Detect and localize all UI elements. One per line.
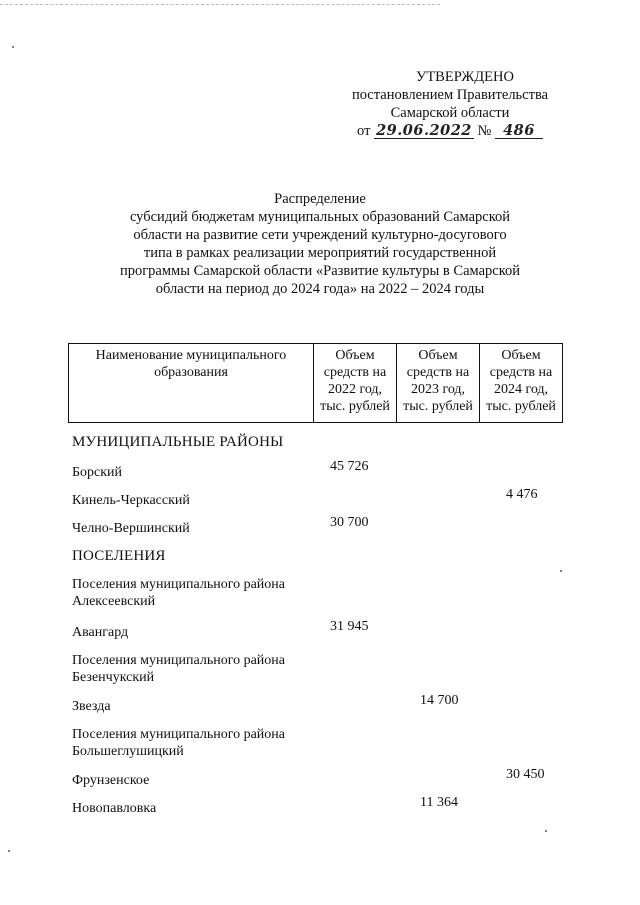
- row-name: Челно-Вершинский: [72, 521, 190, 536]
- header-2024-cell: [480, 344, 563, 423]
- row-name-line-2: Безенчукский: [72, 670, 155, 685]
- date-prefix: от: [357, 123, 371, 139]
- row-value-2022: 45 726: [330, 459, 369, 474]
- number-prefix: №: [477, 123, 492, 139]
- row-value-2024: 30 450: [506, 767, 545, 782]
- approval-date-line: [340, 122, 560, 140]
- row-name-line-1: Поселения муниципального района: [72, 727, 286, 742]
- row-name-line-1: Поселения муниципального района: [72, 577, 286, 592]
- row-name-line-2: Большеглушицкий: [72, 744, 184, 759]
- header-2024-line-4: тыс. рублей: [486, 399, 556, 414]
- header-2023-line-3: 2023 год,: [410, 382, 466, 397]
- header-2024-line-1: Объем: [501, 348, 541, 363]
- header-2023-line-1: Объем: [418, 348, 458, 363]
- scan-speck: [545, 830, 547, 832]
- scan-edge-line: [0, 4, 440, 6]
- row-name: [72, 726, 322, 760]
- header-2023-line-4: тыс. рублей: [403, 399, 473, 414]
- approval-stamp-block: [340, 68, 560, 140]
- header-2022-line-1: Объем: [335, 348, 375, 363]
- header-2023-line-2: средств на: [406, 365, 470, 380]
- row-name: [72, 576, 322, 610]
- scan-speck: [560, 570, 562, 572]
- header-2024-line-3: 2024 год,: [493, 382, 549, 397]
- row-value-2022: 30 700: [330, 515, 369, 530]
- row-value-2022: 31 945: [330, 619, 369, 634]
- row-name: МУНИЦИПАЛЬНЫЕ РАЙОНЫ: [72, 434, 284, 450]
- title-line-4: типа в рамках реализации мероприятий государственной: [143, 245, 497, 261]
- header-name-cell: [69, 344, 314, 423]
- title-line-2: субсидий бюджетам муниципальных образований Самарской: [129, 209, 511, 225]
- approval-line-2: Самарской области: [390, 105, 510, 121]
- header-2023-cell: [397, 344, 480, 423]
- row-name: [72, 652, 322, 686]
- row-name: Новопавловка: [72, 801, 157, 816]
- number-value: 486: [495, 124, 543, 139]
- approval-line-1: постановлением Правительства: [351, 87, 549, 103]
- row-name: Звезда: [72, 699, 111, 714]
- title-line-1: Распределение: [274, 191, 366, 207]
- row-name: Фрунзенское: [72, 773, 150, 788]
- header-name-line-2: образования: [154, 365, 228, 380]
- title-line-3: области на развитие сети учреждений культурно-досугового: [133, 227, 507, 243]
- row-name-line-1: Поселения муниципального района: [72, 653, 286, 668]
- header-2022-line-2: средств на: [323, 365, 387, 380]
- scan-speck: [8, 850, 10, 852]
- header-2022-line-4: тыс. рублей: [320, 399, 390, 414]
- row-value-2024: 4 476: [506, 487, 538, 502]
- approval-title: УТВЕРЖДЕНО: [416, 69, 514, 85]
- row-value-2023: 14 700: [420, 693, 459, 708]
- date-value: 29.06.2022: [376, 122, 472, 139]
- row-name-line-2: Алексеевский: [72, 594, 156, 609]
- row-name: ПОСЕЛЕНИЯ: [72, 548, 166, 564]
- document-title: [100, 190, 540, 298]
- row-value-2023: 11 364: [420, 795, 458, 810]
- header-2022-cell: [314, 344, 397, 423]
- header-2022-line-3: 2022 год,: [327, 382, 383, 397]
- table-header: [68, 343, 563, 423]
- row-name: Авангард: [72, 625, 129, 640]
- header-name-line-1: Наименование муниципального: [95, 348, 287, 363]
- title-line-5: программы Самарской области «Развитие культуры в Самарской: [119, 263, 521, 279]
- header-2024-line-2: средств на: [489, 365, 553, 380]
- row-name: Кинель-Черкасский: [72, 493, 190, 508]
- title-line-6: области на период до 2024 года» на 2022 – 2024 годы: [155, 281, 485, 297]
- scan-speck: [12, 46, 14, 48]
- row-name: Борский: [72, 465, 123, 480]
